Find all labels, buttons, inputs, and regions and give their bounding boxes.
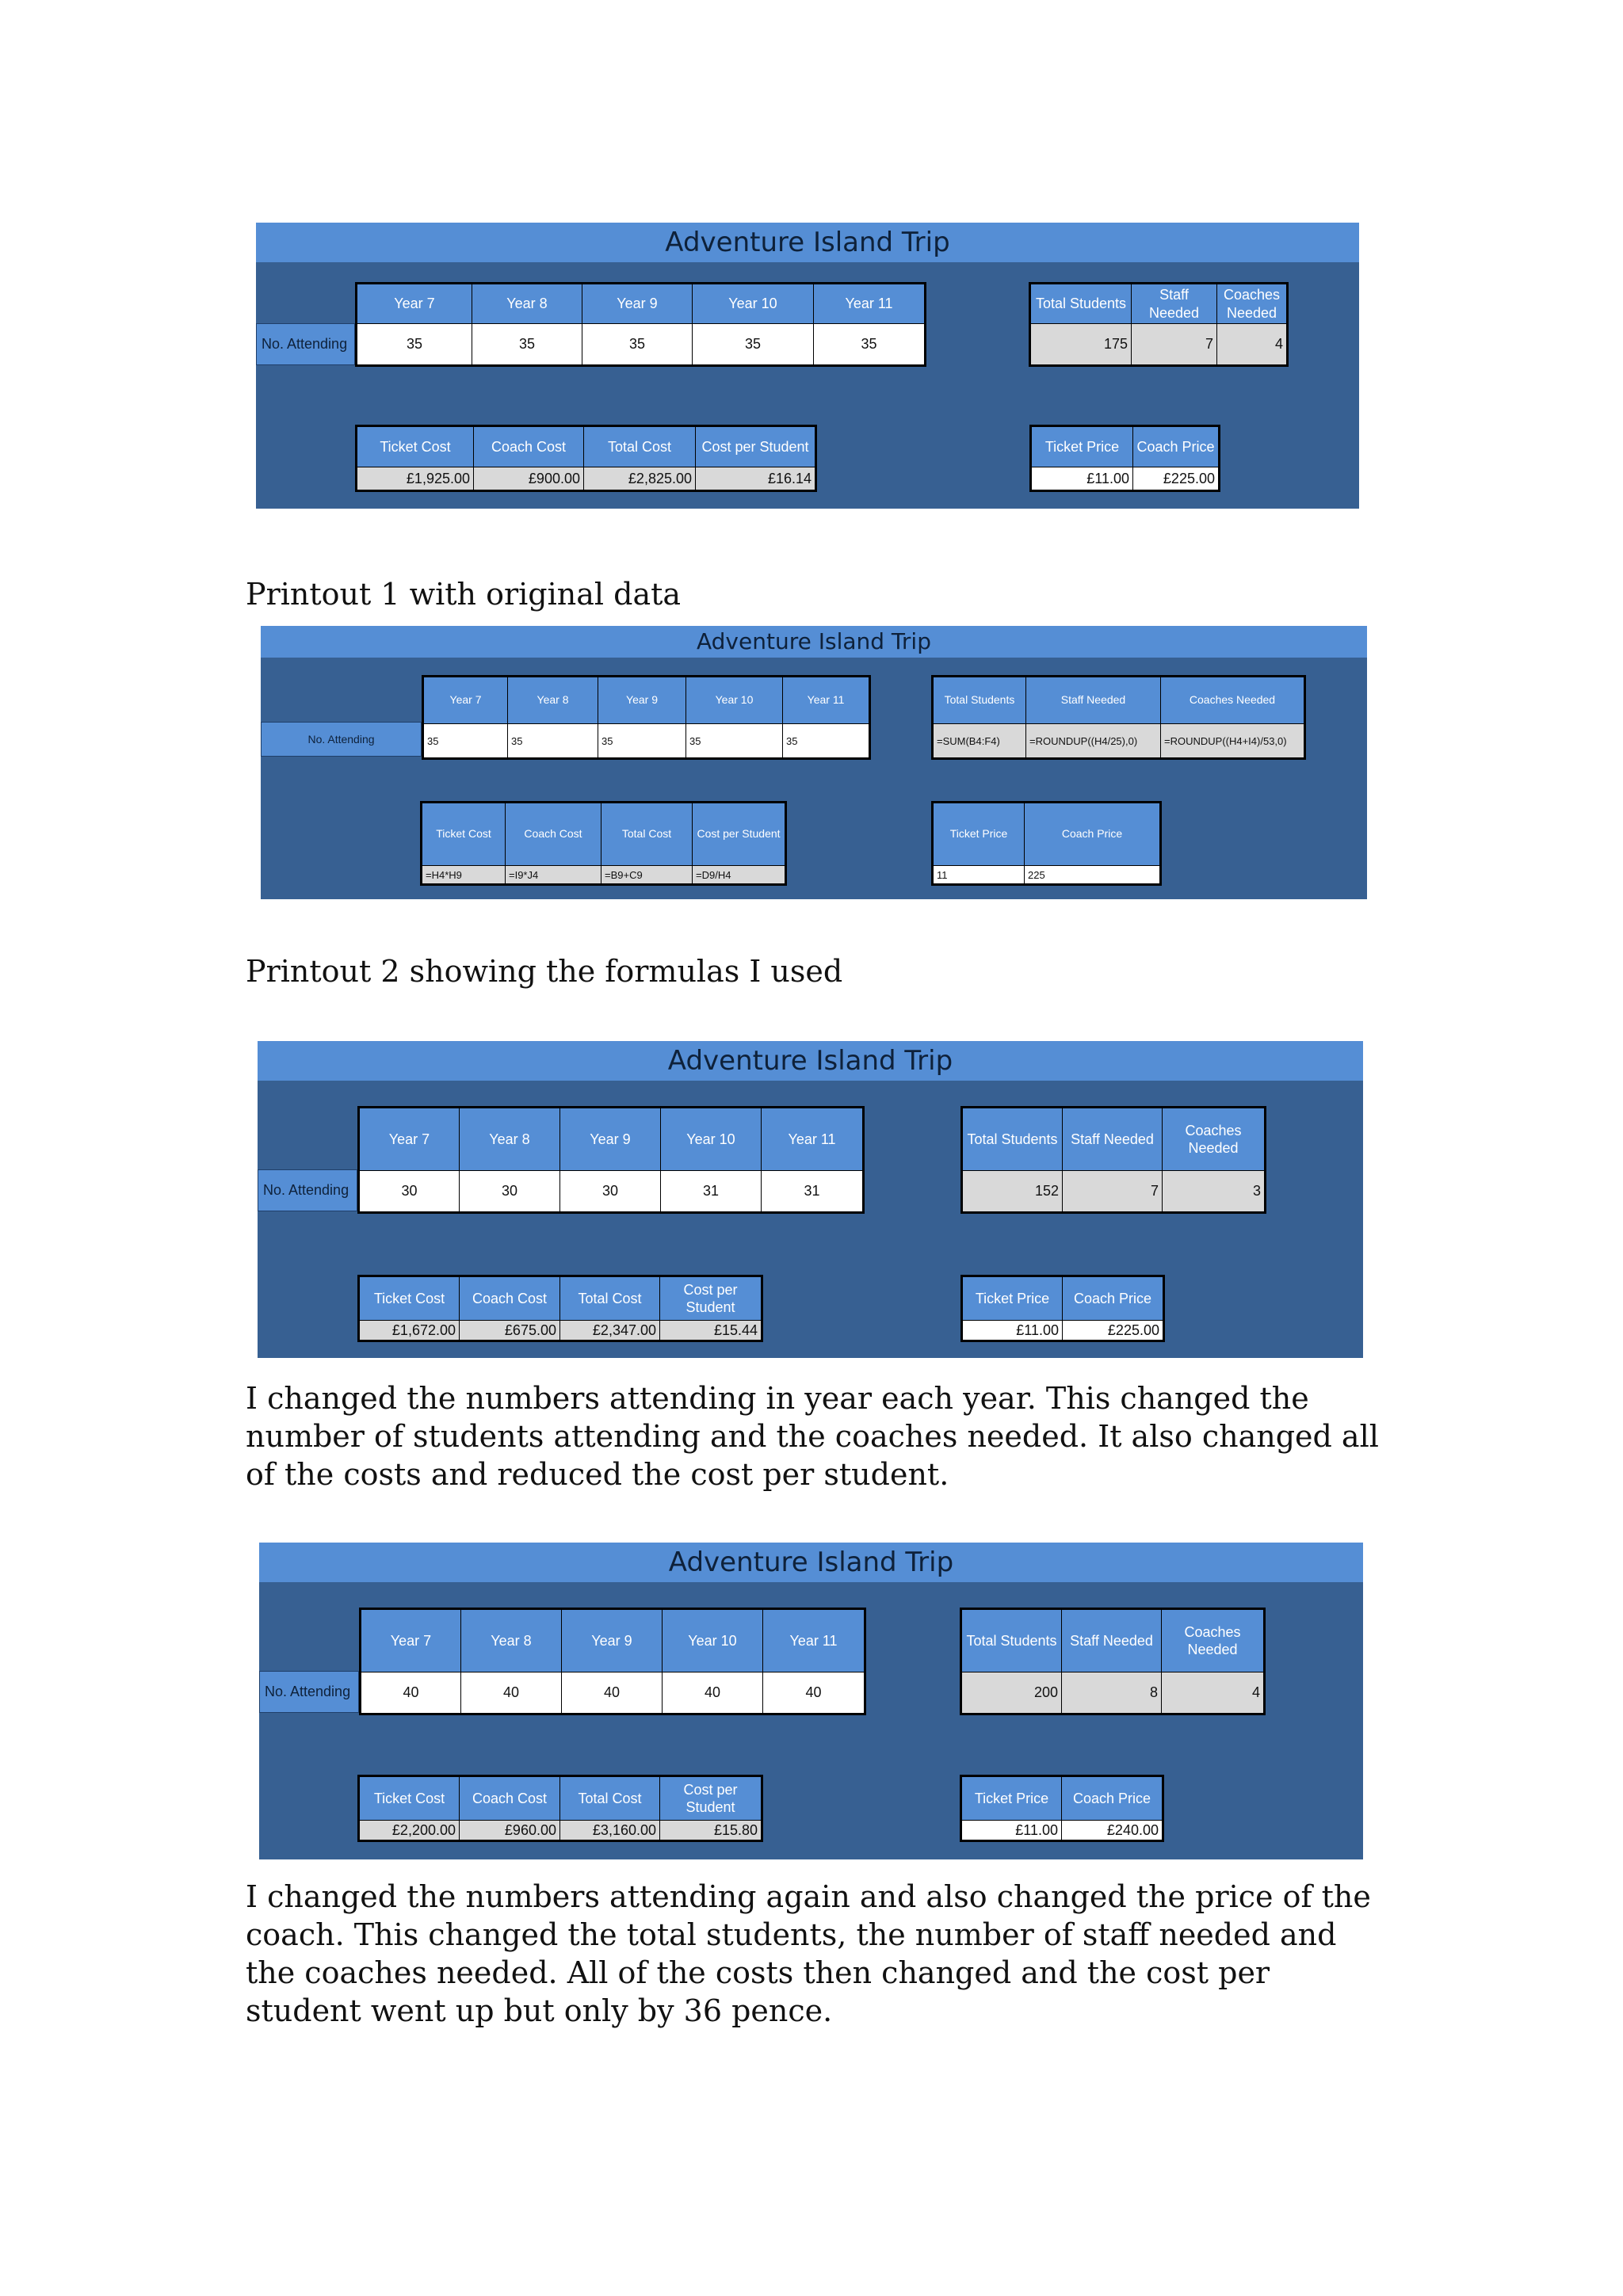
attending-year-10[interactable]: 35 <box>686 724 783 759</box>
spreadsheet-printout-1 <box>256 223 1359 509</box>
header-year-9: Year 9 <box>562 1609 663 1672</box>
total-cost-formula: =B9+C9 <box>601 866 693 885</box>
attending-year-7[interactable]: 35 <box>423 724 508 759</box>
formula-cost-table <box>420 801 787 886</box>
header-cost-per-student: Cost per Student <box>693 803 786 866</box>
attending-year-11[interactable]: 35 <box>814 324 926 366</box>
caption-printout-2: Printout 2 showing the formulas I used <box>246 954 843 989</box>
ticket-price-value[interactable]: £11.00 <box>961 1821 1062 1841</box>
attending-year-9[interactable]: 40 <box>562 1672 663 1714</box>
header-ticket-cost: Ticket Cost <box>359 1776 460 1821</box>
header-year-10: Year 10 <box>686 677 783 724</box>
price-table <box>960 1275 1165 1342</box>
header-coaches-needed: Coaches Needed <box>1217 284 1288 324</box>
formula-price-table <box>931 801 1162 886</box>
header-year-7: Year 7 <box>359 1108 460 1171</box>
coach-cost-value: £675.00 <box>460 1321 560 1341</box>
price-table <box>960 1775 1164 1842</box>
header-year-7: Year 7 <box>361 1609 461 1672</box>
attending-year-10[interactable]: 35 <box>693 324 814 366</box>
total-students-value: 175 <box>1030 324 1132 366</box>
header-total-cost: Total Cost <box>584 426 696 467</box>
header-ticket-cost: Ticket Cost <box>422 803 506 866</box>
spreadsheet-printout-4 <box>259 1543 1363 1859</box>
header-year-9: Year 9 <box>582 284 693 324</box>
header-ticket-price: Ticket Price <box>962 1276 1063 1321</box>
header-total-cost: Total Cost <box>560 1776 660 1821</box>
header-year-8: Year 8 <box>508 677 598 724</box>
attendance-table <box>359 1608 866 1715</box>
total-cost-value: £2,825.00 <box>584 467 696 491</box>
header-year-8: Year 8 <box>460 1108 560 1171</box>
header-coach-price: Coach Price <box>1133 426 1220 467</box>
sheet-title: Adventure Island Trip <box>259 1543 1363 1582</box>
header-coach-cost: Coach Cost <box>460 1276 560 1321</box>
attending-year-9[interactable]: 35 <box>598 724 686 759</box>
header-coaches-needed: Coaches Needed <box>1161 677 1305 724</box>
total-students-formula: =SUM(B4:F4) <box>933 724 1026 759</box>
header-ticket-cost: Ticket Cost <box>357 426 474 467</box>
header-year-11: Year 11 <box>783 677 870 724</box>
cost-table <box>357 1275 763 1342</box>
ticket-price-value[interactable]: 11 <box>933 866 1025 885</box>
row-label-no-attending: No. Attending <box>259 1671 359 1713</box>
header-year-8: Year 8 <box>461 1609 562 1672</box>
attending-year-8[interactable]: 30 <box>460 1171 560 1213</box>
attending-year-8[interactable]: 35 <box>508 724 598 759</box>
header-total-cost: Total Cost <box>601 803 693 866</box>
attending-year-9[interactable]: 30 <box>560 1171 661 1213</box>
header-year-7: Year 7 <box>357 284 472 324</box>
header-cost-per-student: Cost per Student <box>660 1276 762 1321</box>
coach-cost-value: £900.00 <box>474 467 584 491</box>
ticket-cost-value: £1,925.00 <box>357 467 474 491</box>
total-students-value: 152 <box>962 1171 1063 1213</box>
ticket-price-value[interactable]: £11.00 <box>962 1321 1063 1341</box>
header-year-11: Year 11 <box>763 1609 865 1672</box>
coach-price-value[interactable]: £225.00 <box>1063 1321 1164 1341</box>
coach-price-value[interactable]: £225.00 <box>1133 467 1220 491</box>
cost-per-student-formula: =D9/H4 <box>693 866 786 885</box>
spreadsheet-printout-3 <box>258 1041 1363 1358</box>
header-coaches-needed: Coaches Needed <box>1163 1108 1266 1171</box>
header-ticket-price: Ticket Price <box>961 1776 1062 1821</box>
header-coach-price: Coach Price <box>1025 803 1161 866</box>
header-total-students: Total Students <box>962 1108 1063 1171</box>
header-coach-price: Coach Price <box>1062 1776 1163 1821</box>
caption-printout-4: I changed the numbers attending again and also changed the price of the coach. This changed the total students, the number of staff needed and the coaches needed. All of the costs then changed and the cost per student went up but only by 36 pence. <box>246 1879 1371 2028</box>
total-cost-value: £3,160.00 <box>560 1821 660 1841</box>
total-students-value: 200 <box>961 1672 1062 1714</box>
sheet-title: Adventure Island Trip <box>256 223 1359 262</box>
coach-cost-formula: =I9*J4 <box>506 866 601 885</box>
cost-per-student-value: £15.44 <box>660 1321 762 1341</box>
staff-needed-value: 7 <box>1132 324 1217 366</box>
header-staff-needed: Staff Needed <box>1026 677 1161 724</box>
header-total-students: Total Students <box>1030 284 1132 324</box>
caption-printout-1: Printout 1 with original data <box>246 577 682 612</box>
header-ticket-price: Ticket Price <box>1031 426 1133 467</box>
attending-year-7[interactable]: 35 <box>357 324 472 366</box>
caption-printout-3: I changed the numbers attending in year each year. This changed the number of students attending and the coaches needed. It also changed all of the costs and reduced the cost per student. <box>246 1381 1379 1492</box>
staff-needed-formula: =ROUNDUP((H4/25),0) <box>1026 724 1161 759</box>
header-cost-per-student: Cost per Student <box>696 426 816 467</box>
header-coach-cost: Coach Cost <box>460 1776 560 1821</box>
attending-year-11[interactable]: 35 <box>783 724 870 759</box>
attending-year-7[interactable]: 40 <box>361 1672 461 1714</box>
attendance-table <box>357 1106 865 1214</box>
coaches-needed-value: 4 <box>1162 1672 1265 1714</box>
header-year-11: Year 11 <box>814 284 926 324</box>
header-year-8: Year 8 <box>472 284 582 324</box>
header-year-10: Year 10 <box>693 284 814 324</box>
header-staff-needed: Staff Needed <box>1063 1108 1163 1171</box>
header-coach-cost: Coach Cost <box>474 426 584 467</box>
coaches-needed-formula: =ROUNDUP((H4+I4)/53,0) <box>1161 724 1305 759</box>
summary-table <box>960 1608 1266 1715</box>
header-staff-needed: Staff Needed <box>1062 1609 1162 1672</box>
coach-cost-value: £960.00 <box>460 1821 560 1841</box>
header-ticket-price: Ticket Price <box>933 803 1025 866</box>
attending-year-9[interactable]: 35 <box>582 324 693 366</box>
header-coaches-needed: Coaches Needed <box>1162 1609 1265 1672</box>
header-year-7: Year 7 <box>423 677 508 724</box>
row-label-no-attending: No. Attending <box>261 722 422 757</box>
price-table <box>1029 425 1220 492</box>
attending-year-8[interactable]: 40 <box>461 1672 562 1714</box>
ticket-cost-formula: =H4*H9 <box>422 866 506 885</box>
header-coach-cost: Coach Cost <box>506 803 601 866</box>
coaches-needed-value: 3 <box>1163 1171 1266 1213</box>
header-staff-needed: Staff Needed <box>1132 284 1217 324</box>
formula-summary-table <box>931 675 1306 760</box>
attending-year-11[interactable]: 31 <box>762 1171 864 1213</box>
header-year-9: Year 9 <box>598 677 686 724</box>
header-year-11: Year 11 <box>762 1108 864 1171</box>
sheet-title: Adventure Island Trip <box>258 1041 1363 1081</box>
row-label-no-attending: No. Attending <box>258 1169 357 1211</box>
attendance-table <box>355 282 926 367</box>
ticket-price-value[interactable]: £11.00 <box>1031 467 1133 491</box>
summary-table <box>1029 282 1289 367</box>
summary-table <box>960 1106 1266 1214</box>
staff-needed-value: 8 <box>1062 1672 1162 1714</box>
cost-per-student-value: £16.14 <box>696 467 816 491</box>
attending-year-11[interactable]: 40 <box>763 1672 865 1714</box>
coach-price-value[interactable]: 225 <box>1025 866 1161 885</box>
staff-needed-value: 7 <box>1063 1171 1163 1213</box>
ticket-cost-value: £1,672.00 <box>359 1321 460 1341</box>
header-cost-per-student: Cost per Student <box>660 1776 762 1821</box>
attendance-table <box>422 675 871 760</box>
attending-year-7[interactable]: 30 <box>359 1171 460 1213</box>
header-ticket-cost: Ticket Cost <box>359 1276 460 1321</box>
cost-table <box>357 1775 763 1842</box>
coach-price-value[interactable]: £240.00 <box>1062 1821 1163 1841</box>
sheet-title: Adventure Island Trip <box>261 626 1367 658</box>
total-cost-value: £2,347.00 <box>560 1321 660 1341</box>
spreadsheet-printout-2-formulas <box>261 626 1367 899</box>
header-year-10: Year 10 <box>661 1108 762 1171</box>
row-label-no-attending: No. Attending <box>256 323 355 365</box>
header-coach-price: Coach Price <box>1063 1276 1164 1321</box>
cost-table <box>355 425 817 492</box>
header-total-students: Total Students <box>933 677 1026 724</box>
header-total-cost: Total Cost <box>560 1276 660 1321</box>
attending-year-10[interactable]: 31 <box>661 1171 762 1213</box>
ticket-cost-value: £2,200.00 <box>359 1821 460 1841</box>
header-year-9: Year 9 <box>560 1108 661 1171</box>
attending-year-10[interactable]: 40 <box>663 1672 763 1714</box>
cost-per-student-value: £15.80 <box>660 1821 762 1841</box>
coaches-needed-value: 4 <box>1217 324 1288 366</box>
header-year-10: Year 10 <box>663 1609 763 1672</box>
attending-year-8[interactable]: 35 <box>472 324 582 366</box>
header-total-students: Total Students <box>961 1609 1062 1672</box>
